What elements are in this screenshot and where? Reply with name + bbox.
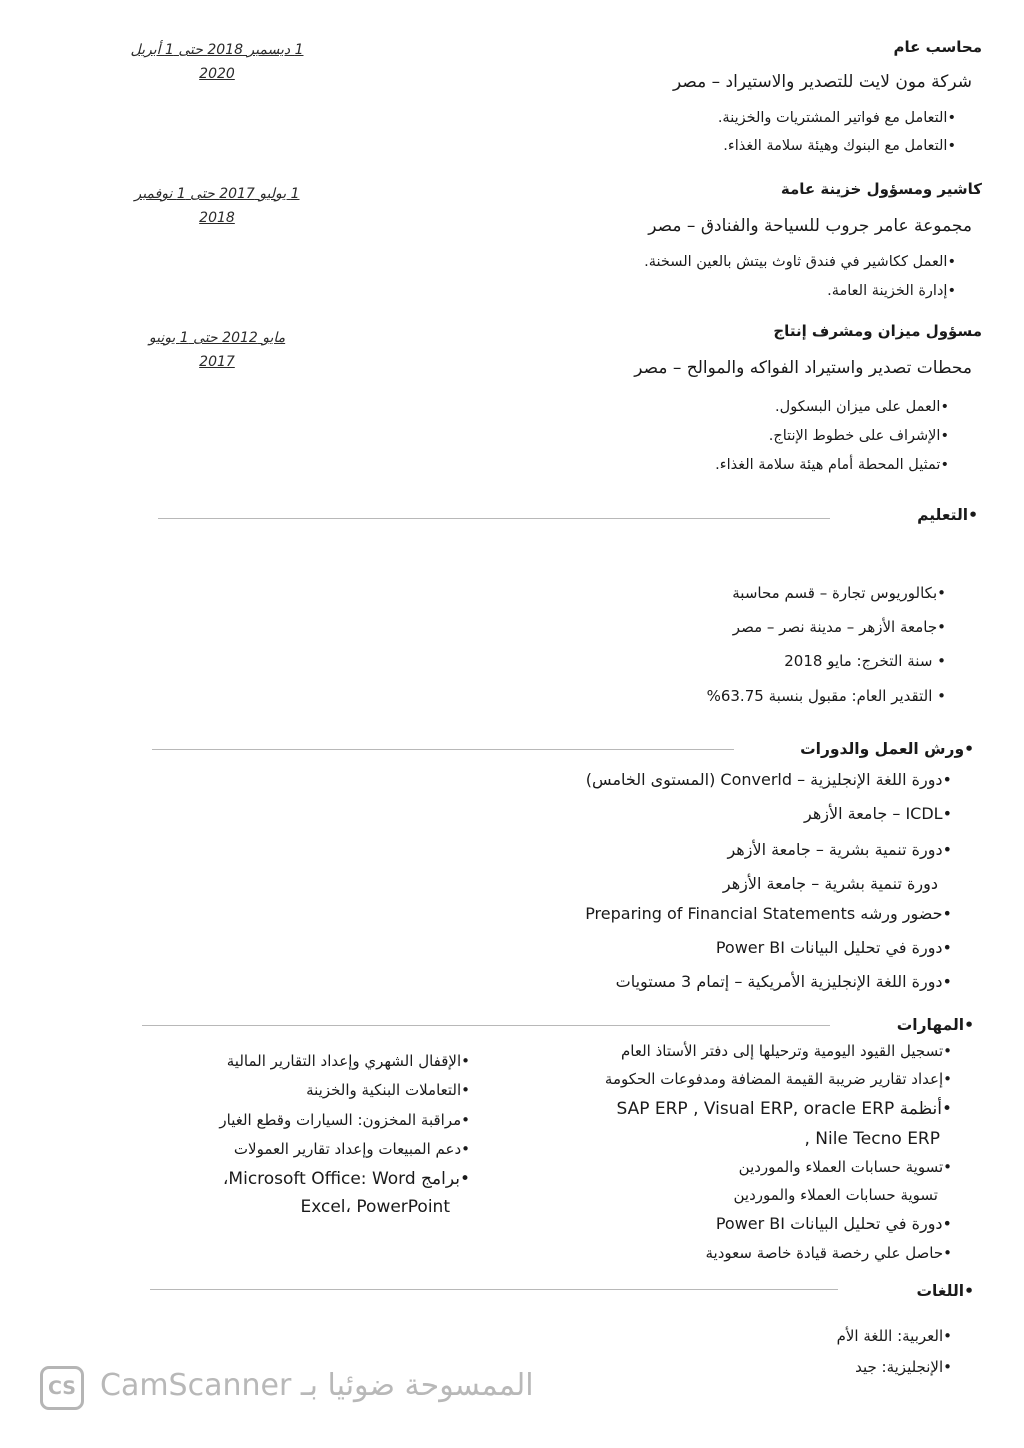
education-item: • سنة التخرج: مايو 2018 [784,652,946,670]
skill-item: Nile Tecno ERP , [804,1129,940,1149]
skill-item: Excel، PowerPoint [300,1197,450,1217]
education-heading: •التعليم [917,506,978,524]
skill-item: •حاصل علي رخصة قيادة خاصة سعودية [705,1244,952,1262]
job-bullet: •إدارة الخزينة العامة. [827,283,956,299]
workshop-item: •دورة اللغة الإنجليزية – Converld (المستوى الخامس) [585,770,952,789]
company-name: شركة مون لايت للتصدير والاستيراد – مصر [673,72,972,92]
workshops-heading: •ورش العمل والدورات [800,740,974,758]
skill-item: •الإقفال الشهري وإعداد التقارير المالية [226,1052,470,1070]
job-bullet: •العمل ككاشير في فندق ثاوث بيتش بالعين السخنة. [644,254,956,270]
education-item: •جامعة الأزهر – مدينة نصر – مصر [732,618,946,636]
job-date-line1: مايو 2012 حتى 1 يونيو [148,330,286,346]
skill-item: •مراقبة المخزون: السيارات وقطع الغيار [219,1111,470,1129]
job-bullet: •الإشراف على خطوط الإنتاج. [768,428,949,444]
job-bullet: •التعامل مع فواتير المشتريات والخزينة. [717,110,956,126]
company-name: مجموعة عامر جروب للسياحة والفنادق – مصر [648,216,972,236]
job-title: محاسب عام [893,38,982,56]
job-date [117,182,317,230]
job-date-line2: 2017 [199,354,235,370]
skill-item: •التعاملات البنكية والخزينة [306,1081,470,1099]
job-bullet: •تمثيل المحطة أمام هيئة سلامة الغذاء. [715,457,949,473]
job-title: كاشير ومسؤول خزينة عامة [780,180,982,198]
skill-item: •تسوية حسابات العملاء والموردين [738,1158,952,1176]
section-divider [150,1289,838,1290]
job-date-line1: 1 يوليو 2017 حتى 1 نوفمبر [134,186,300,202]
skill-item: •إعداد تقارير ضريبة القيمة المضافة ومدفوعات الحكومة [604,1070,952,1088]
language-item: •الإنجليزية: جيد [855,1358,952,1376]
skill-item: •دورة في تحليل البيانات Power BI [715,1214,952,1233]
workshop-item: دورة تنمية بشرية – جامعة الأزهر [722,874,938,893]
section-divider [152,749,734,750]
skill-item: تسوية حسابات العملاء والموردين [733,1186,938,1204]
language-item: •العربية: اللغة الأم [836,1327,952,1345]
skill-item: •تسجيل القيود اليومية وترحيلها إلى دفتر الأستاذ العام [621,1042,952,1060]
workshop-item: •دورة اللغة الإنجليزية الأمريكية – إتمام 3 مستويات [615,972,952,991]
education-item: •بكالوريوس تجارة – قسم محاسبة [732,584,946,602]
job-date-line2: 2020 [199,66,235,82]
skills-heading: •المهارات [896,1016,974,1034]
skill-item: •دعم المبيعات وإعداد تقارير العمولات [233,1140,470,1158]
education-item: • التقدير العام: مقبول بنسبة 63.75% [706,687,946,705]
job-date [117,326,317,374]
job-date-line1: 1 ديسمبر 2018 حتى 1 أبريل [130,42,304,58]
workshop-item: •حضور ورشه Preparing of Financial Statements [585,904,952,923]
company-name: محطات تصدير واستيراد الفواكه والموالح – مصر [634,358,972,378]
camscanner-watermark: الممسوحة ضوئيا بـ CamScanner [100,1368,534,1403]
section-divider [142,1025,830,1026]
job-date [117,38,317,86]
languages-heading: •اللغات [916,1282,974,1300]
job-date-line2: 2018 [199,210,235,226]
job-title: مسؤول ميزان ومشرف إنتاج [773,322,982,340]
workshop-item: •ICDL – جامعة الأزهر [803,804,952,823]
job-bullet: •التعامل مع البنوك وهيئة سلامة الغذاء. [723,138,956,154]
job-bullet: •العمل على ميزان البسكول. [775,399,949,415]
workshop-item: •دورة في تحليل البيانات Power BI [715,938,952,957]
workshop-item: •دورة تنمية بشرية – جامعة الأزهر [727,840,952,859]
skill-item: •برامج Microsoft Office: Word، [222,1169,470,1189]
section-divider [158,518,830,519]
skill-item: •أنظمة SAP ERP , Visual ERP, oracle ERP [616,1099,952,1119]
camscanner-logo-icon: CS [40,1366,84,1410]
